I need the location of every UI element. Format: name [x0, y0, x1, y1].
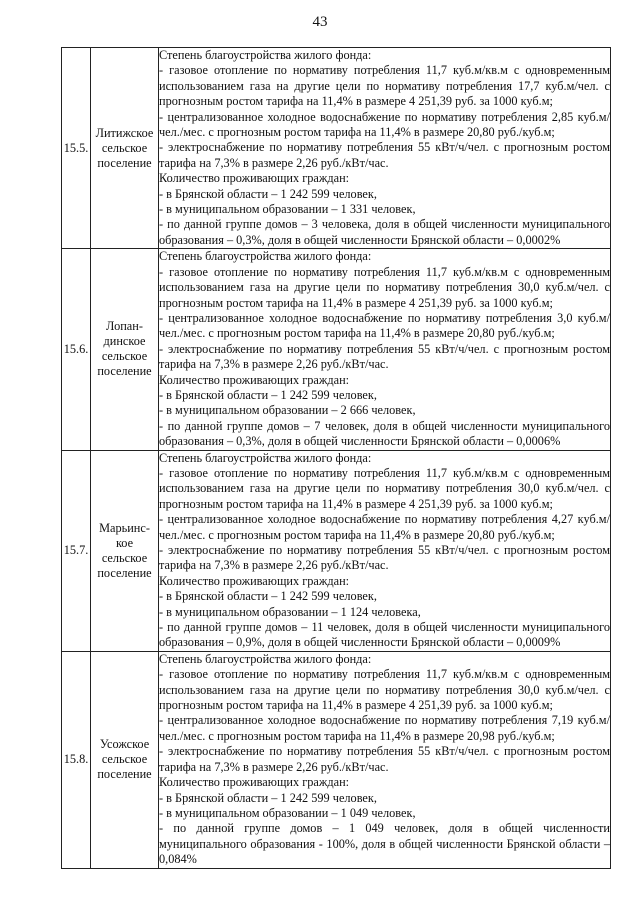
table-row [62, 450, 611, 651]
description-line: Количество проживающих граждан: [159, 573, 350, 588]
settlement-name [91, 249, 159, 450]
settlement-name-line: сельское [101, 140, 148, 155]
settlement-name-line: сельское [101, 752, 148, 767]
table-row [62, 249, 611, 450]
description-line: - газовое отопление по нормативу потребления 11,7 куб.м/кв.м с одновременным использованием газа на другие цели по нормативу потребления 30,0 куб.м/чел. с прогнозным ростом тарифа на 11,4% в размере 4 251,39 руб. за 1000 куб.м; [159, 465, 610, 511]
description-line: - в Брянской области – 1 242 599 человек, [159, 186, 377, 201]
description-line: Количество проживающих граждан: [159, 171, 350, 186]
housing-table [61, 47, 611, 869]
description-line: Степень благоустройства жилого фонда: [159, 450, 372, 465]
table-row [62, 48, 611, 249]
description-line: - электроснабжение по нормативу потребления 55 кВт/ч/чел. с прогнозным ростом тарифа на 7,3% в размере 2,26 руб./кВт/час. [159, 341, 610, 372]
settlement-name [91, 651, 159, 868]
description-line: Степень благоустройства жилого фонда: [159, 249, 372, 264]
row-number: 15.5. [62, 48, 91, 249]
description-line: - электроснабжение по нормативу потребления 55 кВт/ч/чел. с прогнозным ростом тарифа на 7,3% в размере 2,26 руб./кВт/час. [159, 140, 610, 170]
description-line: - по данной группе домов – 3 человека, доля в общей численности муниципального образования – 0,3%, доля в общей численности Брянской области – 0,0002% [159, 217, 610, 247]
settlement-name-line: Усожское [99, 737, 150, 752]
settlement-name-line: поселение [97, 565, 152, 580]
table-row [62, 651, 611, 868]
description-line: - в Брянской области – 1 242 599 человек, [159, 589, 377, 604]
description-line: - газовое отопление по нормативу потребления 11,7 куб.м/кв.м с одновременным использованием газа на другие цели по нормативу потребления 30,0 куб.м/чел. с прогнозным ростом тарифа на 11,4% в размере 4 251,39 руб. за 1000 куб.м; [159, 264, 610, 310]
description-line: - электроснабжение по нормативу потребления 55 кВт/ч/чел. с прогнозным ростом тарифа на 7,3% в размере 2,26 руб./кВт/час. [159, 543, 610, 573]
row-number: 15.8. [62, 651, 91, 868]
description-line: - электроснабжение по нормативу потребления 55 кВт/ч/чел. с прогнозным ростом тарифа на 7,3% в размере 2,26 руб./кВт/час. [159, 744, 610, 774]
settlement-name-line: Марьинс- [99, 520, 150, 535]
settlement-name-line: динское [103, 334, 146, 349]
settlement-name-line: кое [115, 535, 134, 550]
settlement-description [159, 48, 611, 249]
description-line: - газовое отопление по нормативу потребления 11,7 куб.м/кв.м с одновременным использованием газа на другие цели по нормативу потребления 17,7 куб.м/чел. с прогнозным ростом тарифа на 11,4% в размере 4 251,39 руб. за 1000 куб.м; [159, 63, 610, 109]
settlement-name-line: сельское [101, 550, 148, 565]
description-line: - в муниципальном образовании – 1 331 человек, [159, 202, 416, 217]
description-line: - централизованное холодное водоснабжение по нормативу потребления 3,0 куб.м/чел./мес. с прогнозным ростом тарифа на 11,4% в размере 20,80 руб./куб.м; [159, 310, 610, 341]
description-line: Количество проживающих граждан: [159, 775, 350, 790]
description-line: - централизованное холодное водоснабжение по нормативу потребления 4,27 куб.м/чел./мес. с прогнозным ростом тарифа на 11,4% в размере 20,80 руб./куб.м; [159, 512, 610, 542]
description-line: Степень благоустройства жилого фонда: [159, 48, 372, 62]
description-line: - в муниципальном образовании – 1 049 человек, [159, 805, 416, 820]
settlement-description [159, 450, 611, 651]
description-line: - централизованное холодное водоснабжение по нормативу потребления 2,85 куб.м/чел./мес. с прогнозным ростом тарифа на 11,4% в размере 20,80 руб./куб.м; [159, 109, 610, 140]
row-number: 15.6. [62, 249, 91, 450]
settlement-name-line: Литижское [95, 125, 154, 140]
settlement-description [159, 249, 611, 450]
table-body [62, 48, 611, 869]
settlement-name-line: поселение [97, 155, 152, 170]
page-number: 43 [312, 14, 328, 30]
description-line: - по данной группе домов – 7 человек, доля в общей численности муниципального образования – 0,3%, доля в общей численности Брянской области – 0,0006% [159, 418, 610, 449]
settlement-description [159, 651, 611, 868]
description-line: - в Брянской области – 1 242 599 человек, [159, 790, 377, 805]
settlement-name-line: сельское [101, 349, 148, 364]
settlement-name-line: поселение [97, 767, 152, 782]
description-line: Степень благоустройства жилого фонда: [159, 651, 372, 666]
settlement-name-line: поселение [97, 364, 152, 379]
settlement-name [91, 48, 159, 249]
settlement-name-line: Лопан- [106, 319, 143, 334]
description-line: - в муниципальном образовании – 2 666 человек, [159, 403, 416, 418]
row-number: 15.7. [62, 450, 91, 651]
description-line: - газовое отопление по нормативу потребления 11,7 куб.м/кв.м с одновременным использованием газа на другие цели по нормативу потребления 30,0 куб.м/чел. с прогнозным ростом тарифа на 11,4% в размере 4 251,39 руб. за 1000 куб.м; [159, 667, 610, 713]
settlement-name [91, 450, 159, 651]
description-line: - в Брянской области – 1 242 599 человек, [159, 387, 377, 402]
description-line: Количество проживающих граждан: [159, 372, 350, 387]
description-line: - по данной группе домов – 1 049 человек, доля в общей численности муниципального образования - 100%, доля в общей численности Брянской области – 0,084% [159, 821, 610, 867]
description-line: - в муниципальном образовании – 1 124 человека, [159, 604, 421, 619]
description-line: - по данной группе домов – 11 человек, доля в общей численности муниципального образования – 0,9%, доля в общей численности Брянской области – 0,0009% [159, 620, 610, 650]
description-line: - централизованное холодное водоснабжение по нормативу потребления 7,19 куб.м/чел./мес. с прогнозным ростом тарифа на 11,4% в размере 20,98 руб./куб.м; [159, 713, 610, 743]
